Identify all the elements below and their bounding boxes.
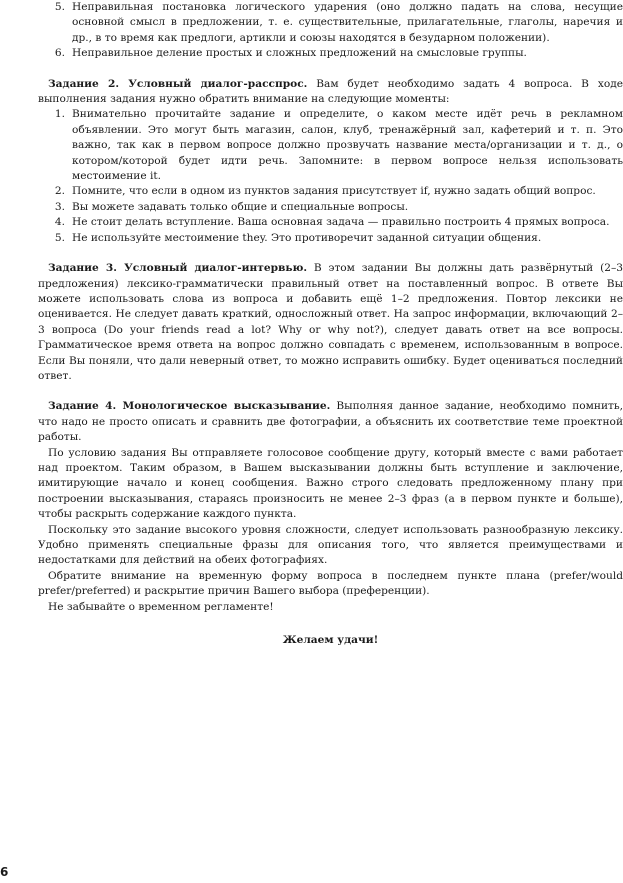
task4-paragraph: Не забывайте о временном регламенте! xyxy=(48,600,274,613)
task4-label: Задание 4. Монологическое высказывание. xyxy=(48,400,331,413)
list-number: 6. xyxy=(54,47,65,60)
task4-paragraph: Поскольку это задание высокого уровня сложности, следует использовать разнообразную лексику. Удобно применять специальные фразы для описания того, что является преимуществами и недостатками для действий на обеих фотографиях. xyxy=(38,523,623,567)
task3-paragraph xyxy=(38,261,623,384)
closing-wish: Желаем удачи! xyxy=(282,634,379,647)
top-list xyxy=(38,0,623,62)
page-number: 6 xyxy=(0,865,9,879)
list-number: 5. xyxy=(54,1,65,13)
document-page xyxy=(38,0,623,648)
task2-intro xyxy=(38,77,623,108)
list-text: Неправильное деление простых и сложных предложений на смысловые группы. xyxy=(72,47,527,60)
task2-intro-text: Вам будет необходимо задать 4 вопроса. В ходе выполнения задания нужно обратить внимание на следующие моменты: xyxy=(38,77,623,106)
task4-paragraph: По условию задания Вы отправляете голосовое сообщение другу, который вместе с вами работает над проектом. Таким образом, в Вашем высказывании должны быть вступление и заключение, имитирующие начало и конец сообщения. Важно строго следовать предложенному плану при построении высказывания, стараясь произносить не менее 2–3 фраз (а в первом пункте и больше), чтобы раскрыть содержание каждого пункта. xyxy=(38,446,623,521)
list-text: Не стоит делать вступление. Ваша основная задача — правильно построить 4 прямых вопроса. xyxy=(72,216,610,229)
list-item xyxy=(38,0,623,46)
list-item xyxy=(38,231,623,246)
list-text: Неправильная постановка логического ударения (оно должно падать на слова, несущие основной смысл в предложении, т. е. существительные, прилагательные, глаголы, наречия и др., в то время как предлоги, артикли и союзы находятся в безударном положении). xyxy=(72,1,623,44)
task3-text: В этом задании Вы должны дать развёрнутый (2–3 предложения) лексико-грамматически правильный ответ на поставленный вопрос. В ответе Вы можете использовать слова из вопроса и добавить ещё 1–2 предложения. Повтор лексики не оценивается. Не следует давать краткий, односложный ответ. На запрос информации, включающий 2–3 вопроса (Do your friends read a lot? Why or why not?), следует давать ответ на все вопросы. Грамматическое время ответа на вопрос должно совпадать с временем, использованным в вопросе. Если Вы поняли, что дали неверный ответ, то можно исправить ошибку. Будет оцениваться последний ответ. xyxy=(38,262,623,382)
task4-paragraph xyxy=(38,399,623,445)
task4-text: Выполняя данное задание, необходимо помнить, что надо не просто описать и сравнить две фотографии, а объяснить их соответствие теме проектной работы. xyxy=(38,400,623,444)
list-number: 2. xyxy=(54,185,65,198)
list-text: Внимательно прочитайте задание и определите, о каком месте идёт речь в рекламном объявлении. Это могут быть магазин, салон, клуб, тренажёрный зал, кафетерий и т. п. Это важно, так как в первом вопросе должно прозвучать название места/организации и т. д., о котором/которой будет идти речь. Запомните: в первом вопросе нельзя использовать местоимение it. xyxy=(72,108,623,183)
task2-list xyxy=(38,107,623,246)
list-item xyxy=(38,184,623,199)
task3-label: Задание 3. Условный диалог-интервью. xyxy=(48,262,308,275)
list-number: 5. xyxy=(54,231,65,244)
list-text: Вы можете задавать только общие и специальные вопросы. xyxy=(72,200,409,213)
task2-label: Задание 2. Условный диалог-расспрос. xyxy=(48,77,308,90)
list-number: 1. xyxy=(54,108,65,121)
list-text: Помните, что если в одном из пунктов задания присутствует if, нужно задать общий вопрос. xyxy=(72,185,596,198)
list-number: 4. xyxy=(54,216,65,229)
list-item xyxy=(38,200,623,215)
list-text: Не используйте местоимение they. Это противоречит заданной ситуации общения. xyxy=(72,231,542,244)
list-item xyxy=(38,215,623,230)
list-item xyxy=(38,46,623,61)
list-item xyxy=(38,107,623,184)
list-number: 3. xyxy=(54,200,65,213)
task4-paragraph: Обратите внимание на временную форму вопроса в последнем пункте плана (prefer/would prefer/preferred) и раскрытие причин Вашего выбора (преференции). xyxy=(38,569,623,598)
